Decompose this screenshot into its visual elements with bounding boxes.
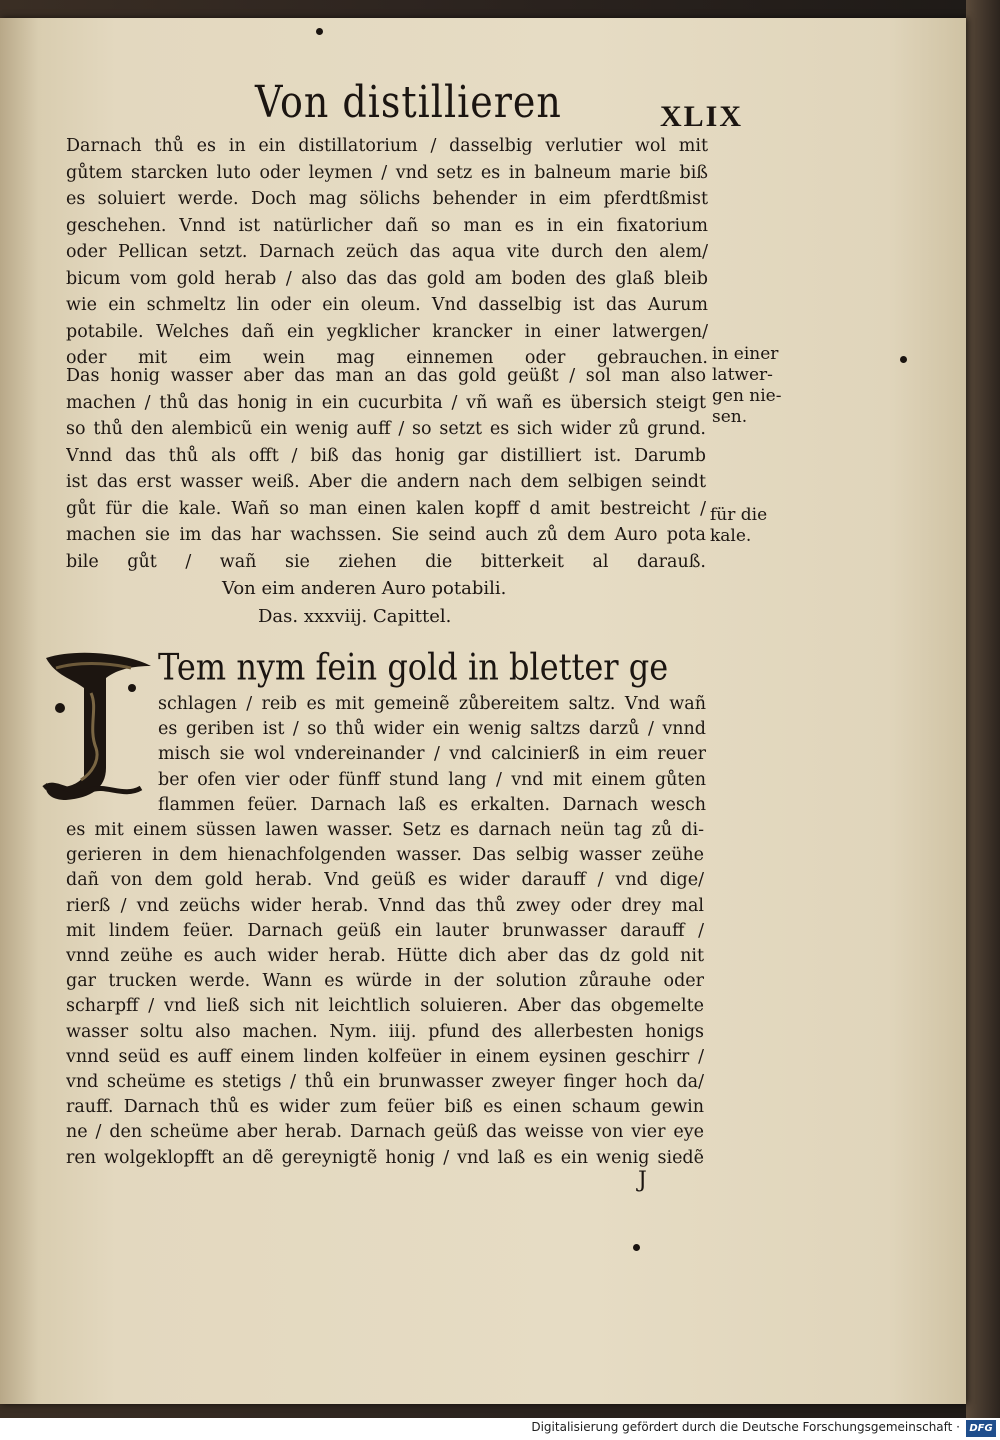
text-line: wie ein schmeltz lin oder ein oleum. Vnd dasselbig ist das Aurum [66, 295, 708, 315]
text-line: potabile. Welches dañ ein yegklicher krancker in einer latwergen/ [66, 321, 708, 342]
text-line: machen sie im das har wachssen. Sie seind auch zů dem Auro pota [66, 525, 706, 545]
ink-spot [633, 1244, 640, 1251]
text-line: ne / den scheüme aber herab. Darnach geüß das weisse von vier eye [66, 1122, 704, 1143]
text-line: es geriben ist / so thů wider ein wenig saltzs darzů / vnnd [158, 719, 706, 740]
book-spine-edge [966, 0, 1000, 1418]
text-line: oder Pellican setzt. Darnach zeüch das aqua vite durch den alem/ [66, 242, 708, 262]
text-line: mit lindem feüer. Darnach geüß ein lauter brunwasser darauff / [66, 920, 704, 941]
text-line: Das honig wasser aber das man an das gold geüßt / sol man also [66, 366, 706, 386]
decorated-initial-I [36, 648, 156, 808]
text-line: machen / thů das honig in ein cucurbita / vñ wañ es übersich steigt [66, 392, 706, 413]
folio-number: XLIX [660, 100, 744, 133]
funding-credit: Digitalisierung gefördert durch die Deutsche Forschungsgemeinschaft · [531, 1420, 960, 1434]
chapter-opening-line: Tem nym fein gold in bletter ge [158, 645, 669, 689]
text-line: vnd scheüme es stetigs / thů ein brunwasser zweyer finger hoch da/ [66, 1072, 704, 1092]
text-line: vnnd seüd es auff einem linden kolfeüer in einem eysinen geschirr / [66, 1046, 704, 1067]
margin-note-line: in einer [712, 344, 779, 364]
text-line: ber ofen vier oder fünff stund lang / vnd mit einem gůten [158, 769, 706, 790]
text-line: flammen feüer. Darnach laß es erkalten. Darnach wesch [158, 794, 706, 815]
text-line: bicum vom gold herab / also das das gold am boden des glaß bleib [66, 268, 708, 289]
text-line: scharpff / vnd ließ sich nit leichtlich soluieren. Aber das obgemelte [66, 996, 704, 1017]
catchword: J [638, 1168, 647, 1193]
running-head: Von distillieren [255, 76, 562, 128]
text-line: gůtem starcken luto oder leymen / vnd setz es in balneum marie biß [66, 162, 708, 183]
margin-note-line: kale. [710, 526, 752, 546]
ink-spot [316, 28, 323, 35]
text-line: oder mit eim wein mag einnemen oder gebrauchen. [66, 348, 708, 368]
margin-note-kale [710, 505, 767, 547]
text-line: Vnnd das thů als offt / biß das honig gar distilliert ist. Darumb [66, 445, 706, 466]
text-line: geschehen. Vnnd ist natürlicher dañ so man es in ein fixatorium [66, 215, 708, 236]
text-line: dañ von dem gold herab. Vnd geüß es wider darauff / vnd dige/ [66, 870, 704, 891]
text-line: ren wolgeklopfft an dẽ gereynigtẽ honig / vnd laß es ein wenig siedẽ [66, 1147, 704, 1168]
margin-note-line: gen nie- [712, 386, 782, 406]
text-line: es soluiert werde. Doch mag sölichs behender in eim pferdtßmist [66, 189, 708, 209]
text-line: schlagen / reib es mit gemeinẽ zůbereitem saltz. Vnd wañ [158, 694, 706, 714]
dfg-logo: DFG [966, 1420, 996, 1437]
text-line: misch sie wol vndereinander / vnd calcinierß in eim reuer [158, 744, 706, 765]
text-line: bile gůt / wañ sie ziehen die bitterkeit al darauß. [66, 551, 706, 572]
text-line: rierß / vnd zeüchs wider herab. Vnnd das thů zwey oder drey mal [66, 895, 704, 916]
text-line: Darnach thů es in ein distillatorium / dasselbig verlutier wol mit [66, 136, 708, 156]
text-line: gerieren in dem hienachfolgenden wasser. Das selbig wasser zeühe [66, 845, 704, 866]
ink-spot [900, 356, 907, 363]
text-line: gůt für die kale. Wañ so man einen kalen kopff d amit bestreicht / [66, 498, 706, 519]
text-line: es mit einem süssen lawen wasser. Setz es darnach neün tag zů di- [66, 820, 704, 840]
text-line: so thů den alembicũ ein wenig auff / so setzt es sich wider zů grund. [66, 419, 706, 439]
margin-note-line: latwer- [712, 365, 773, 385]
margin-note-line: sen. [712, 407, 748, 427]
chapter-number: Das. xxxviij. Capittel. [258, 606, 452, 627]
text-line: ist das erst wasser weiß. Aber die andern nach dem selbigen seindt [66, 472, 706, 492]
margin-note-latwergen [712, 344, 782, 428]
margin-note-line: für die [710, 505, 768, 525]
chapter-title: Von eim anderen Auro potabili. [222, 578, 507, 599]
footer-bar [0, 1418, 1000, 1440]
text-line: wasser soltu also machen. Nym. iiij. pfund des allerbesten honigs [66, 1021, 704, 1042]
text-line: rauff. Darnach thů es wider zum feüer biß es einen schaum gewin [66, 1097, 704, 1118]
text-line: vnnd zeühe es auch wider herab. Hütte dich aber das dz gold nit [66, 946, 704, 966]
text-line: gar trucken werde. Wann es würde in der solution zůrauhe oder [66, 971, 704, 992]
